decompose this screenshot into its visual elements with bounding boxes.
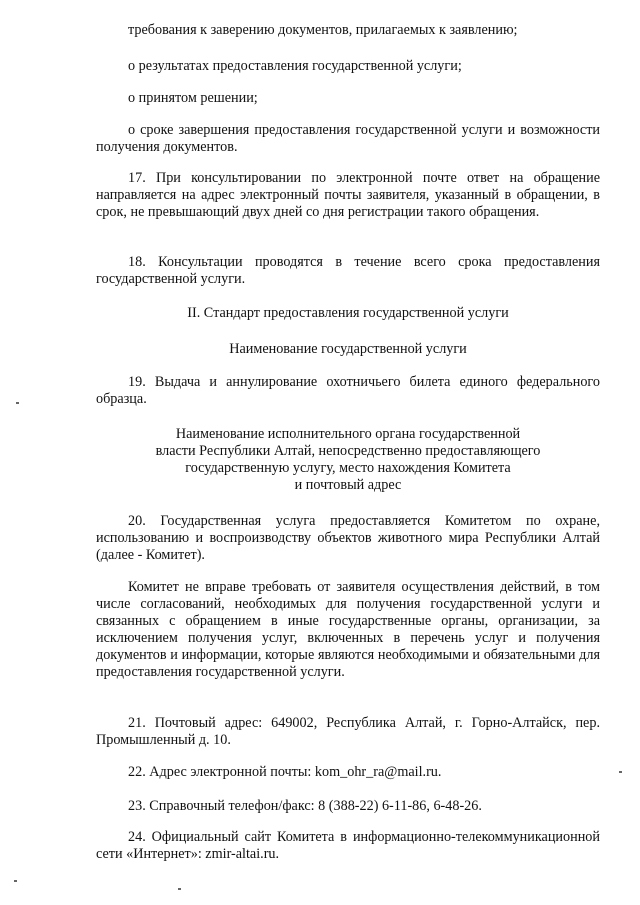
- paragraph-committee-restrictions: Комитет не вправе требовать от заявителя осуществления действий, в том числе согласований, необходимых для получения государственной услуги и связанных с обращением в иные государственные органы, организации, за исключением получения услуг, включенных в перечень услуг и получения документов и информации, которые являются необходимыми и обязательными для предоставления государственной услуги.: [96, 579, 600, 680]
- subheading-authority-line-2: власти Республики Алтай, непосредственно предоставляющего: [155, 443, 541, 459]
- paragraph-decision: о принятом решении;: [128, 90, 258, 106]
- scan-speck: [14, 880, 17, 882]
- section-heading-standard: II. Стандарт предоставления государственной услуги: [187, 305, 509, 321]
- subheading-authority-line-1: Наименование исполнительного органа государственной: [175, 426, 521, 442]
- paragraph-completion-term: о сроке завершения предоставления государственной услуги и возможности получения документов.: [96, 122, 600, 155]
- subheading-service-name: Наименование государственной услуги: [229, 341, 467, 357]
- paragraph-22-email: 22. Адрес электронной почты: kom_ohr_ra@mail.ru.: [128, 764, 442, 780]
- subheading-authority-line-3: государственную услугу, место нахождения Комитета: [185, 460, 511, 476]
- scan-speck: [619, 771, 622, 773]
- paragraph-20: 20. Государственная услуга предоставляется Комитетом по охране, использованию и воспроизводству объектов животного мира Республики Алтай (далее - Комитет).: [96, 513, 600, 563]
- paragraph-service-results: о результатах предоставления государственной услуги;: [128, 58, 462, 74]
- paragraph-17: 17. При консультировании по электронной почте ответ на обращение направляется на адрес электронный почты заявителя, указанный в обращении, в срок, не превышающий двух дней со дня регистрации такого обращения.: [96, 170, 600, 220]
- paragraph-docs-requirements: требования к заверению документов, прилагаемых к заявлению;: [128, 22, 518, 38]
- paragraph-23-phone: 23. Справочный телефон/факс: 8 (388-22) 6-11-86, 6-48-26.: [128, 798, 482, 814]
- paragraph-21-postal-address: 21. Почтовый адрес: 649002, Республика Алтай, г. Горно-Алтайск, пер. Промышленный д. 10.: [96, 715, 600, 748]
- scan-speck: [178, 888, 181, 890]
- subheading-authority-line-4: и почтовый адрес: [294, 477, 402, 493]
- paragraph-19: 19. Выдача и аннулирование охотничьего билета единого федерального образца.: [96, 374, 600, 407]
- paragraph-24-website: 24. Официальный сайт Комитета в информационно-телекоммуникационной сети «Интернет»: zmir-altai.ru.: [96, 829, 600, 862]
- scan-speck: [16, 402, 19, 404]
- paragraph-18: 18. Консультации проводятся в течение всего срока предоставления государственной услуги.: [96, 254, 600, 287]
